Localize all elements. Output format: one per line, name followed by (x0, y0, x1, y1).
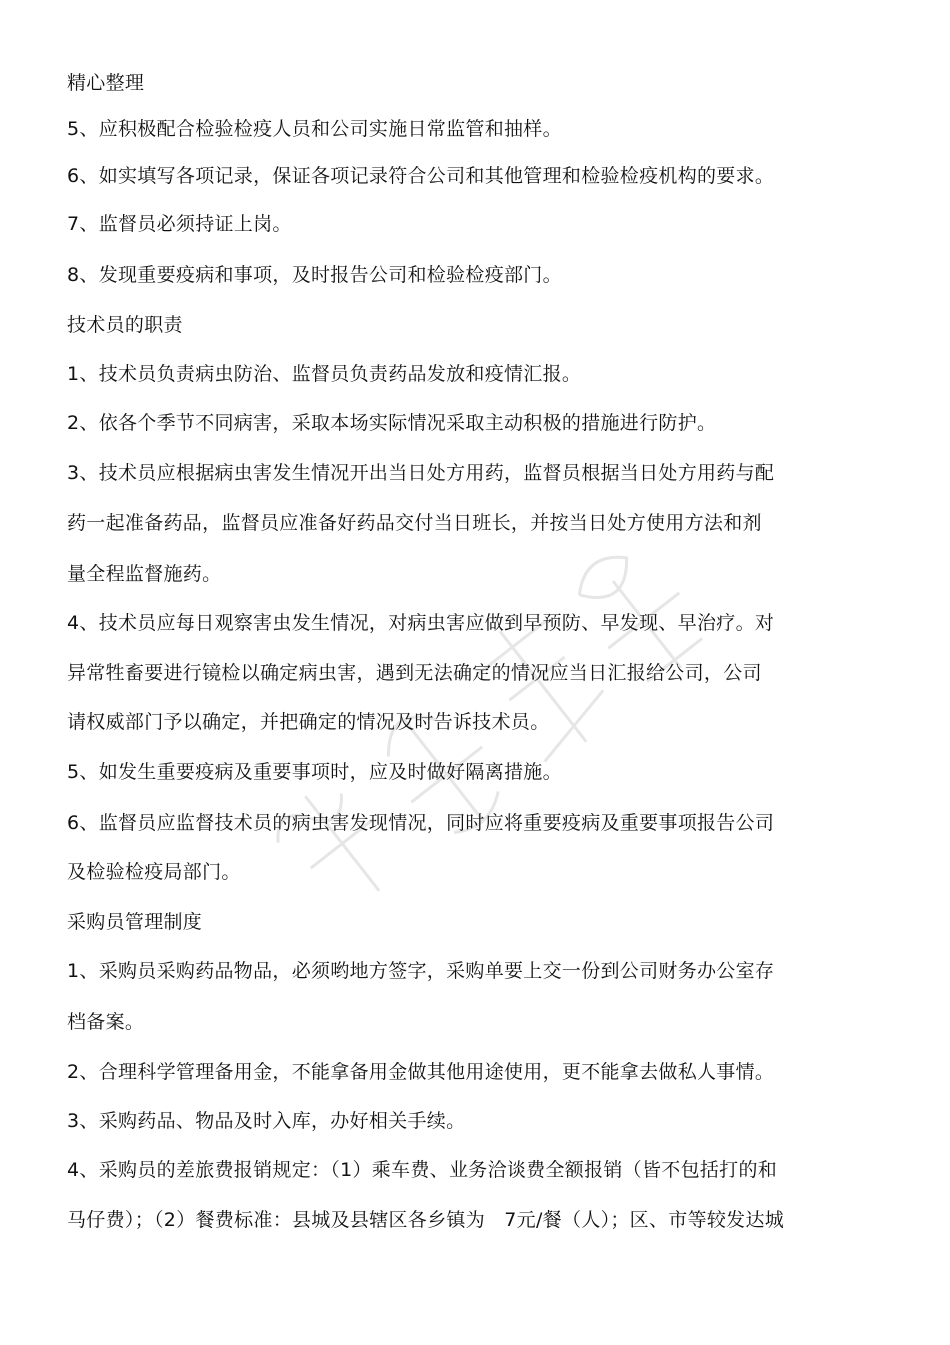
text-line: 异常牲畜要进行镜检以确定病虫害，遇到无法确定的情况应当日汇报给公司，公司 (67, 662, 762, 684)
text-line: 1、技术员负责病虫防治、监督员负责药品发放和疫情汇报。 (67, 363, 582, 385)
text-line: 7、监督员必须持证上岗。 (67, 213, 292, 235)
text-line: 6、监督员应监督技术员的病虫害发现情况，同时应将重要疫病及重要事项报告公司 (67, 812, 775, 834)
text-line: 4、技术员应每日观察害虫发生情况，对病虫害应做到早预防、早发现、早治疗。对 (67, 612, 775, 634)
text-line: 2、依各个季节不同病害，采取本场实际情况采取主动积极的措施进行防护。 (67, 412, 717, 434)
text-line: 档备案。 (67, 1011, 145, 1033)
text-line: 5、如发生重要疫病及重要事项时，应及时做好隔离措施。 (67, 761, 562, 783)
text-line: 3、采购药品、物品及时入库，办好相关手续。 (67, 1110, 466, 1132)
text-line: 3、技术员应根据病虫害发生情况开出当日处方用药，监督员根据当日处方用药与配 (67, 462, 775, 484)
text-line: 及检验检疫局部门。 (67, 861, 241, 883)
text-line: 8、发现重要疫病和事项，及时报告公司和检验检疫部门。 (67, 264, 562, 286)
text-line: 量全程监督施药。 (67, 563, 222, 585)
text-line: 1、采购员采购药品物品，必须哟地方签字，采购单要上交一份到公司财务办公室存 (67, 960, 775, 982)
text-line: 4、采购员的差旅费报销规定：（1）乘车费、业务洽谈费全额报销（皆不包括打的和 (67, 1159, 778, 1181)
text-line: 2、合理科学管理备用金，不能拿备用金做其他用途使用，更不能拿去做私人事情。 (67, 1061, 775, 1083)
text-line: 6、如实填写各项记录，保证各项记录符合公司和其他管理和检验检疫机构的要求。 (67, 165, 775, 187)
text-line: 药一起准备药品，监督员应准备好药品交付当日班长，并按当日处方使用方法和剂 (67, 512, 762, 534)
text-line: 马仔费）；（2）餐费标准：县城及县辖区各乡镇为 7元/餐（人）；区、市等较发达城 (67, 1209, 785, 1231)
section-heading: 技术员的职责 (67, 314, 183, 336)
header-label: 精心整理 (67, 72, 145, 94)
text-line: 请权威部门予以确定，并把确定的情况及时告诉技术员。 (67, 711, 550, 733)
section-heading: 采购员管理制度 (67, 911, 203, 933)
text-line: 5、应积极配合检验检疫人员和公司实施日常监管和抽样。 (67, 118, 562, 140)
